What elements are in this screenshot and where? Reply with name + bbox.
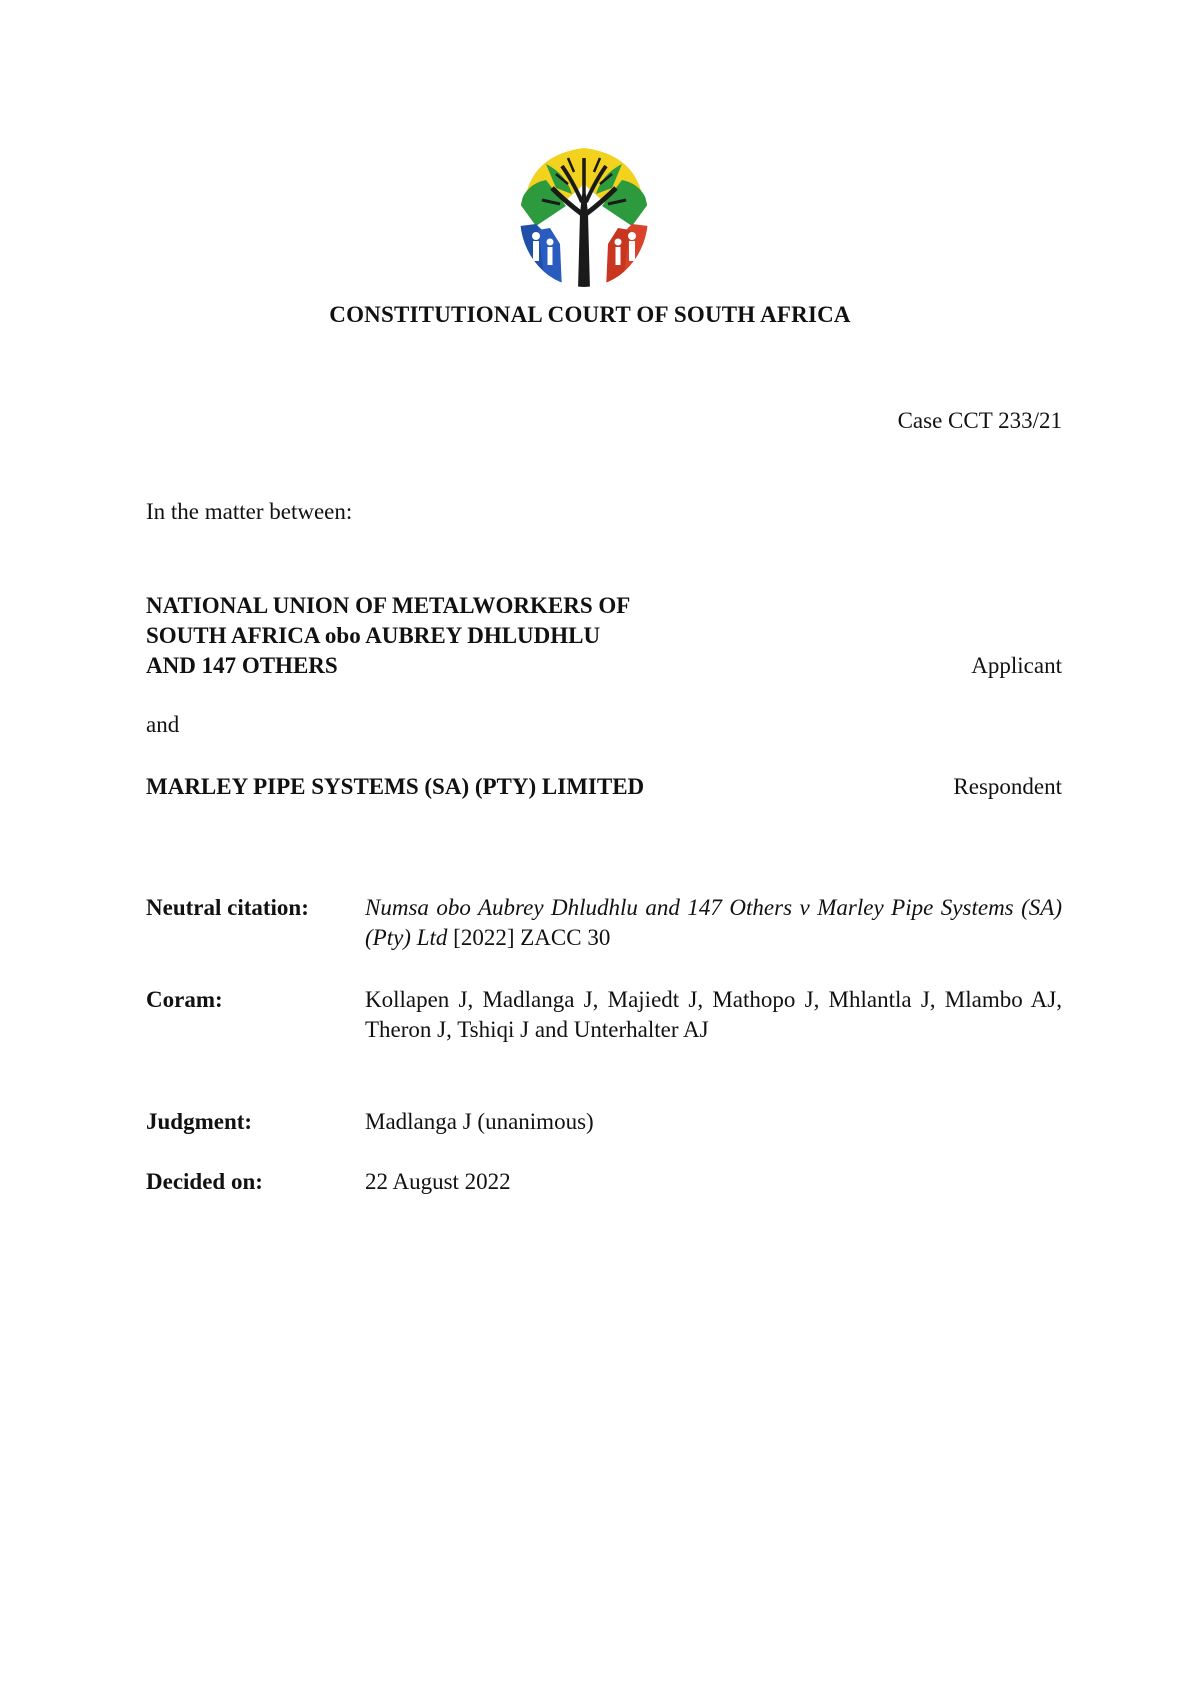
court-logo-icon (516, 144, 652, 290)
applicant-name-line-1: NATIONAL UNION OF METALWORKERS OF (146, 593, 631, 618)
case-number: Case CCT 233/21 (897, 408, 1062, 433)
neutral-citation-label: Neutral citation: (146, 895, 309, 920)
respondent-name: MARLEY PIPE SYSTEMS (SA) (PTY) LIMITED (146, 774, 645, 799)
neutral-citation-value (365, 893, 1062, 953)
judgment-label: Judgment: (146, 1109, 253, 1134)
applicant-name-line-3: AND 147 OTHERS (146, 653, 338, 678)
matter-intro: In the matter between: (146, 499, 353, 524)
conjunction: and (146, 712, 180, 737)
court-title: CONSTITUTIONAL COURT OF SOUTH AFRICA (329, 302, 851, 327)
decided-on-value: 22 August 2022 (365, 1169, 511, 1194)
decided-on-label: Decided on: (146, 1169, 263, 1194)
citation-reference: [2022] ZACC 30 (447, 925, 611, 950)
citation-case-name: Numsa obo Aubrey Dhludhlu and 147 Others v Marley Pipe Systems (SA) (Pty) Ltd (365, 895, 1062, 950)
respondent-role: Respondent (953, 774, 1062, 799)
judgment-value: Madlanga J (unanimous) (365, 1109, 594, 1134)
applicant-name-line-2: SOUTH AFRICA obo AUBREY DHLUDHLU (146, 623, 601, 648)
applicant-role: Applicant (971, 653, 1062, 678)
coram-label: Coram: (146, 987, 223, 1012)
coram-value: Kollapen J, Madlanga J, Majiedt J, Mathopo J, Mhlantla J, Mlambo AJ, Theron J, Tshiqi J and Unterhalter AJ (365, 987, 1062, 1042)
